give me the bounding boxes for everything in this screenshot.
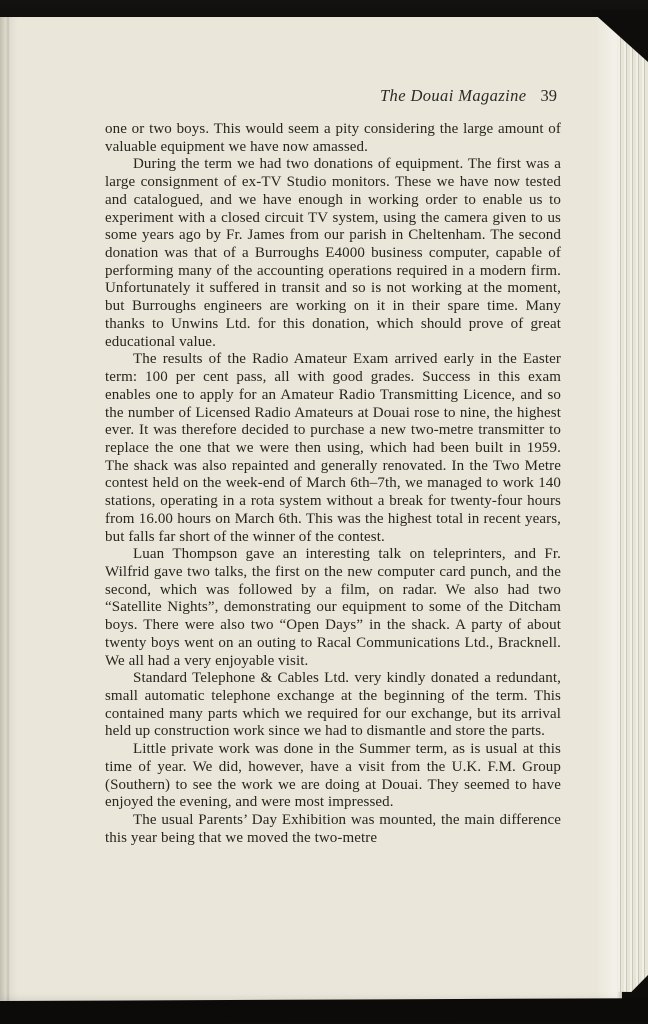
paragraph: The usual Parents’ Day Exhibition was mounted, the main difference this year being that we moved the two-metre: [105, 812, 561, 846]
book-page: [0, 17, 622, 1003]
paragraph: Little private work was done in the Summer term, as is usual at this time of year. We did, however, have a visit from the U.K. F.M. Group (Southern) to see the work we are doing at Douai. They seemed to have enjoyed the evening, and were most impressed.: [105, 741, 561, 811]
body-text: [105, 121, 561, 847]
scan-bottom-border: [0, 998, 648, 1024]
page-number: 39: [540, 86, 557, 105]
paragraph: Luan Thompson gave an interesting talk on teleprinters, and Fr. Wilfrid gave two talks, the first on the new computer card punch, and the second, which was followed by a film, on radar. We also had two “Satellite Nights”, demonstrating our equipment to some of the Ditcham boys. There were also two “Open Days” in the shack. A party of about twenty boys went on an outing to Racal Communications Ltd., Bracknell. We all had a very enjoyable visit.: [105, 546, 561, 669]
paragraph: During the term we had two donations of equipment. The first was a large consignment of ex-TV Studio monitors. These we have now tested and catalogued, and we have enough in working order to enable us to experiment with a closed circuit TV system, using the camera given to us some years ago by Fr. James from our parish in Cheltenham. The second donation was that of a Burroughs E4000 business computer, capable of performing many of the accounting operations required in a modern firm. Unfortunately it suffered in transit and so is not working at the moment, but Burroughs engineers are working on it in their spare time. Many thanks to Unwins Ltd. for this donation, which should prove of great educational value.: [105, 156, 561, 350]
page-edge-stack: [618, 26, 648, 992]
paragraph: Standard Telephone & Cables Ltd. very kindly donated a redundant, small automatic telephone exchange at the beginning of the term. This contained many parts which we required for our exchange, but its arrival held up construction work since we had to dismantle and store the parts.: [105, 670, 561, 740]
page-header: [105, 86, 557, 106]
paragraph: The results of the Radio Amateur Exam arrived early in the Easter term: 100 per cent pass, all with good grades. Success in this exam enables one to apply for an Amateur Radio Transmitting Licence, and so the number of Licensed Radio Amateurs at Douai rose to nine, the highest ever. It was therefore decided to purchase a new two-metre transmitter to replace the one that we were then using, which had been built in 1959. The shack was also repainted and generally renovated. In the Two Metre contest held on the week-end of March 6th–7th, we managed to work 140 stations, operating in a rota system without a break for twenty-four hours from 16.00 hours on March 6th. This was the highest total in recent years, but falls far short of the winner of the contest.: [105, 351, 561, 545]
paragraph: one or two boys. This would seem a pity considering the large amount of valuable equipment we have now amassed.: [105, 121, 561, 155]
magazine-title: The Douai Magazine: [379, 86, 527, 105]
